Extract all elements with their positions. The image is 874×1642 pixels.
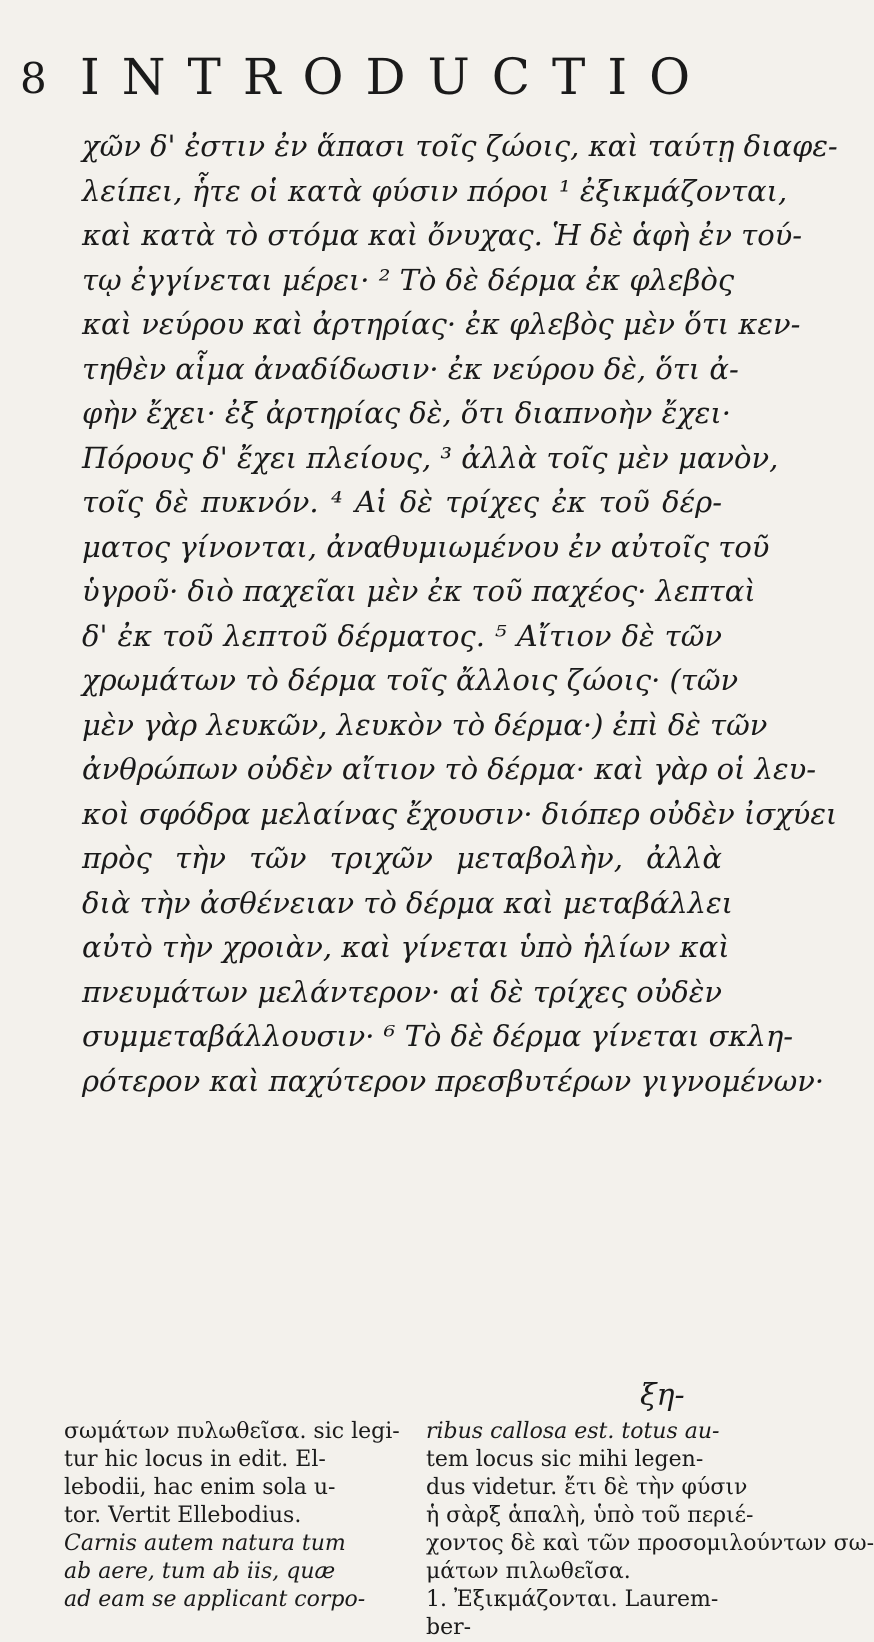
text-line: κοὶ σφόδρα μελαίνας ἔχουσιν· διόπερ οὐδὲν ἰσχύει bbox=[82, 796, 838, 831]
note-line: ab aere, tum ab iis, quæ bbox=[64, 1559, 336, 1584]
text-line: καὶ κατὰ τὸ στόμα καὶ ὄνυχας. Ἡ δὲ ἁφὴ ἐν τού- bbox=[82, 218, 803, 252]
note-line: tur hic locus in edit. El- bbox=[64, 1447, 326, 1472]
text-line: μὲν γὰρ λευκῶν, λευκὸν τὸ δέρμα·) ἐπὶ δὲ τῶν bbox=[82, 707, 768, 742]
note-line: μάτων πιλωθεῖσα. bbox=[426, 1559, 631, 1584]
text-line: αὐτὸ τὴν χροιὰν, καὶ γίνεται ὑπὸ ἡλίων καὶ bbox=[82, 930, 730, 964]
note-line: χοντος δὲ καὶ τῶν προσομιλούντων σω- bbox=[426, 1531, 874, 1556]
note-line: tem locus sic mihi legen- bbox=[426, 1447, 704, 1472]
text-line: ἀνθρώπων οὐδὲν αἴτιον τὸ δέρμα· καὶ γὰρ οἱ λευ- bbox=[82, 752, 817, 786]
text-line: πνευμάτων μελάντερον· αἱ δὲ τρίχες οὐδὲν bbox=[82, 974, 722, 1009]
note-line: lebodii, hac enim sola u- bbox=[64, 1475, 336, 1500]
note-line: σωμάτων πυλωθεῖσα. sic legi- bbox=[64, 1419, 400, 1444]
note-line: ribus callosa est. totus au- bbox=[426, 1419, 720, 1444]
running-title: INTRODUCTIO bbox=[80, 48, 713, 106]
text-line: διὰ τὴν ἀσθένειαν τὸ δέρμα καὶ μεταβάλλει bbox=[82, 885, 733, 920]
text-line: δ' ἐκ τοῦ λεπτοῦ δέρματος. ⁵ Αἴτιον δὲ τῶν bbox=[82, 618, 722, 653]
text-line: λείπει, ἧτε οἱ κατὰ φύσιν πόροι ¹ ἐξικμάζονται, bbox=[82, 173, 788, 208]
note-line: 1. Ἐξικμάζονται. Laurem- bbox=[426, 1587, 719, 1612]
text-line: ὑγροῦ· διὸ παχεῖαι μὲν ἐκ τοῦ παχέος· λεπταὶ bbox=[82, 574, 756, 608]
text-line: τηθὲν αἷμα ἀναδίδωσιν· ἐκ νεύρου δὲ, ὅτι ἀ- bbox=[82, 351, 739, 386]
text-line: πρὸς τὴν τῶν τριχῶν μεταβολὴν, ἀλλὰ bbox=[82, 841, 722, 875]
note-line: ber- bbox=[426, 1615, 472, 1640]
page-number: 8 bbox=[20, 54, 47, 103]
text-line: χῶν δ' ἐστιν ἐν ἅπασι τοῖς ζώοις, καὶ ταύτῃ διαφε- bbox=[82, 129, 838, 163]
note-line: Carnis autem natura tum bbox=[64, 1531, 346, 1556]
text-line: Πόρους δ' ἔχει πλείους, ³ ἀλλὰ τοῖς μὲν μανὸν, bbox=[82, 440, 779, 475]
text-line: συμμεταβάλλουσιν· ⁶ Τὸ δὲ δέρμα γίνεται σκλη- bbox=[82, 1019, 794, 1053]
note-line: ἡ σὰρξ ἁπαλὴ, ὑπὸ τοῦ περιέ- bbox=[426, 1503, 754, 1528]
text-line: ρότερον καὶ παχύτερον πρεσβυτέρων γιγνομένων· bbox=[82, 1063, 825, 1098]
catchword: ξη- bbox=[640, 1378, 685, 1413]
greek-main-text bbox=[82, 124, 838, 1103]
text-line: χρωμάτων τὸ δέρμα τοῖς ἄλλοις ζώοις· (τῶν bbox=[82, 663, 739, 697]
text-line: καὶ νεύρου καὶ ἀρτηρίας· ἐκ φλεβὸς μὲν ὅτι κεν- bbox=[82, 307, 801, 341]
text-line: φὴν ἔχει· ἐξ ἀρτηρίας δὲ, ὅτι διαπνοὴν ἔχει· bbox=[82, 396, 731, 430]
note-line: tor. Vertit Ellebodius. bbox=[64, 1503, 302, 1528]
note-line: dus videtur. ἔτι δὲ τὴν φύσιν bbox=[426, 1475, 748, 1500]
text-line: τῳ ἐγγίνεται μέρει· ² Τὸ δὲ δέρμα ἐκ φλεβὸς bbox=[82, 262, 735, 297]
note-line: ad eam se applicant corpo- bbox=[64, 1587, 366, 1612]
footnote-column-right bbox=[426, 1418, 874, 1642]
text-line: ματος γίνονται, ἀναθυμιωμένου ἐν αὐτοῖς τοῦ bbox=[82, 529, 770, 564]
text-line: τοῖς δὲ πυκνόν. ⁴ Αἱ δὲ τρίχες ἐκ τοῦ δέρ- bbox=[82, 485, 722, 519]
page-header bbox=[20, 48, 790, 108]
footnote-column-left bbox=[64, 1418, 404, 1614]
